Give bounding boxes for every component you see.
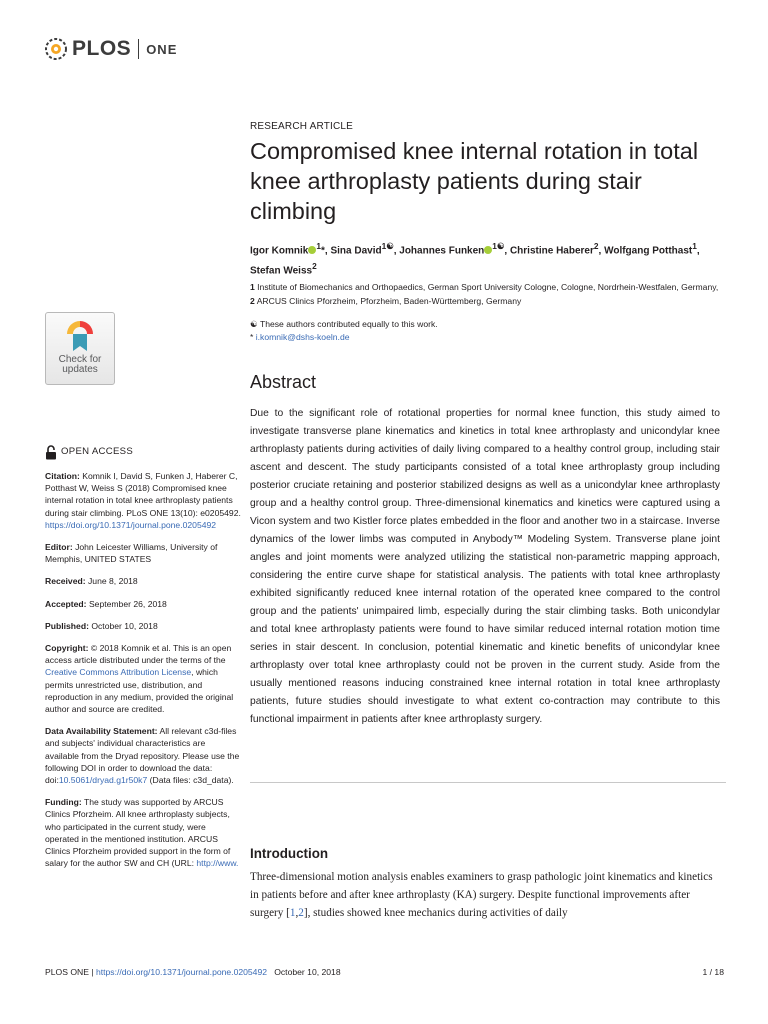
funding-text: The study was supported by ARCUS Clinics Pforzheim. All knee arthroplasty subjects, who participated in the current study, were operated in the mentioned institution. ARCUS Clinics Pforzheim provided support in the form of salary for the author SW and CH (URL:: [45, 797, 231, 869]
section-divider: [250, 782, 726, 783]
received-date: June 8, 2018: [88, 576, 138, 587]
open-lock-icon: [45, 445, 57, 460]
check-for-label: Check for: [58, 354, 102, 365]
open-access-label: OPEN ACCESS: [61, 446, 134, 458]
author-affiliation: 1☯: [381, 241, 394, 251]
data-availability-text-end: (Data files: c3d_data).: [147, 775, 234, 786]
affiliation-number: 2: [250, 296, 255, 306]
published-date: October 10, 2018: [91, 620, 158, 631]
copyright-text: © 2018 Komnik et al. This is an open access article distributed under the terms of the: [45, 643, 232, 666]
funding-label: Funding:: [45, 797, 82, 808]
plos-one-logo[interactable]: [44, 36, 177, 62]
affiliation-text: ARCUS Clinics Pforzheim, Pforzheim, Baden-Württemberg, Germany: [256, 296, 522, 306]
dryad-doi-link[interactable]: 10.5061/dryad.g1r50k7: [58, 775, 148, 786]
corresponding-mark: *: [320, 245, 325, 257]
editor-text: John Leicester Williams, University of Memphis, UNITED STATES: [45, 542, 218, 565]
author-name[interactable]: Johannes Funken: [399, 245, 485, 257]
logo-divider: [138, 39, 139, 59]
introduction-text-end: ], studies showed knee mechanics during activities of daily: [303, 907, 568, 919]
footer-doi-link[interactable]: https://doi.org/10.1371/journal.pone.0205492: [95, 967, 268, 977]
author-affiliation: 2: [312, 260, 317, 271]
citation-text: Komnik I, David S, Funken J, Haberer C, Potthast W, Weiss S (2018) Compromised knee internal rotation in total knee arthroplasty patients during stair climbing. PLoS ONE 13(10): e0205492.: [45, 471, 241, 518]
article-info-sidebar: [45, 445, 241, 879]
citation-doi-link[interactable]: https://doi.org/10.1371/journal.pone.0205492: [45, 519, 217, 530]
accepted-date: September 26, 2018: [88, 598, 167, 609]
citation-block: [45, 470, 241, 531]
reference-link[interactable]: 2: [298, 907, 304, 919]
brand-name: PLOS: [72, 37, 132, 60]
data-availability-text: All relevant c3d-files and subjects' individual characteristics are available from the Dryad repository. Please use the following DOI in order to download the data: doi:: [45, 726, 240, 786]
license-link[interactable]: Creative Commons Attribution License: [45, 667, 192, 678]
copyright-block: [45, 642, 241, 715]
data-availability-block: [45, 725, 241, 786]
accepted-label: Accepted:: [45, 598, 87, 609]
page-footer: [45, 967, 724, 977]
author-name[interactable]: Christine Haberer: [509, 245, 594, 257]
copyright-label: Copyright:: [45, 643, 89, 654]
footer-date: October 10, 2018: [274, 967, 341, 977]
affiliation-text: Institute of Biomechanics and Orthopaedics, German Sport University Cologne, Cologne, Nordrhein-Westfalen, Germany,: [257, 282, 719, 292]
author-affiliation: 1: [692, 241, 697, 251]
author-notes: [250, 318, 720, 343]
corresponding-email-link[interactable]: i.komnik@dshs-koeln.de: [255, 331, 350, 342]
footer-citation: PLOS ONE | https://doi.org/10.1371/journal.pone.0205492 October 10, 2018: [45, 967, 341, 977]
updates-label: updates: [62, 364, 98, 375]
plos-logo-icon: [44, 37, 68, 61]
footer-journal: PLOS ONE: [45, 967, 89, 977]
editor-block: [45, 541, 241, 565]
received-label: Received:: [45, 576, 86, 587]
introduction-heading: Introduction: [250, 846, 329, 861]
open-access-badge: [45, 445, 241, 460]
abstract-heading: Abstract: [250, 372, 317, 392]
data-availability-label: Data Availability Statement:: [45, 726, 158, 737]
published-label: Published:: [45, 620, 89, 631]
reference-link[interactable]: 1: [289, 907, 296, 919]
affiliation-number: 1: [250, 282, 255, 292]
funding-block: [45, 796, 241, 869]
equal-contribution-note: [250, 318, 720, 331]
author-name[interactable]: Sina David: [330, 245, 382, 257]
citation-label: Citation:: [45, 471, 80, 481]
introduction-text: Three-dimensional motion analysis enables examiners to grasp pathologic joint kinematics and kinetics in patients before and after knee arthroplasty (KA) surgery. Despite functional improvements after surgery [1,2], studies showed knee mechanics during activities of daily: [250, 871, 713, 919]
author-affiliation: 2: [593, 241, 599, 251]
author-name[interactable]: Wolfgang Potthast: [604, 245, 693, 257]
check-for-updates-button[interactable]: [45, 312, 115, 385]
abstract-text: Due to the significant role of rotational properties for normal knee function, this study aimed to investigate transverse plane kinematics and kinetics in total knee arthroplasty and unicondylar knee arthroplasty patients during activities of daily living compared to a healthy control group, including stair ascent and descent. The study participants consisted of a total knee arthroplasty group including posterior cruciate retaining and posterior stabilized designs as well as a unicondylar knee arthroplasty group and a healthy control group. Three-dimensional kinematics and kinetics were captured using a Vicon system and two Kistler force plates embedded in the floor and another two in a staircase. Inverse dynamics of the lower limbs was computed in Anybody™ Modeling System. Transverse plane joint angles and joint moments were analyzed utilizing the statistical non-parametric mapping approach, considering the entire curve shape for statistical analysis. The patients with total knee arthroplasty exhibited significantly reduced knee internal rotation of the operated knee compared to the control group and the patients' unimpaired limb, especially during the stair climbing tasks. Both unicondylar and total knee arthroplasty patients were found to have similar reduced internal rotation motion time series in stair descent. In conclusion, potential kinematic and kinetic benefits of unicondylar knee arthroplasty over total knee arthroplasty could not be proven in the current study. Aside from the usually mentioned reasons inducing constrained knee internal rotation in total knee arthroplasty patients, future studies should investigate to what extent co-contraction may contribute to this functional impairment in patients after knee arthroplasty surgery.: [250, 408, 720, 725]
journal-name: ONE: [146, 41, 178, 57]
received-block: [45, 575, 241, 587]
equal-contribution-icon: ☯: [250, 319, 258, 329]
equal-contribution-text: These authors contributed equally to this work.: [259, 319, 438, 329]
page-number: 1 / 18: [702, 967, 724, 977]
corresponding-email-note: [250, 331, 720, 344]
author-affiliation: 1: [316, 241, 321, 251]
introduction-text-start: Three-dimensional motion analysis enables examiners to grasp pathologic joint kinematics and kinetics in patients before and after knee arthroplasty (KA) surgery. Despite functional improvements after surgery [: [250, 871, 713, 919]
author-name[interactable]: Stefan Weiss: [250, 265, 313, 277]
corresponding-asterisk: *: [250, 331, 254, 342]
affiliations: [250, 280, 720, 308]
published-block: [45, 620, 241, 632]
article-title: Compromised knee internal rotation in total knee arthroplasty patients during stair climbing: [250, 138, 699, 224]
author-list: Igor Komnik $^1$*, Sina David$^{1☯}$, Johannes Funken $^{1☯}$, Christine Haberer$^2$, Wolfgang Potthast$^1$, Stefan Weiss$^2$: [250, 241, 700, 277]
funding-url-link[interactable]: http://www.: [196, 858, 239, 869]
accepted-block: [45, 598, 241, 610]
author-name[interactable]: Igor Komnik: [250, 245, 309, 257]
crossmark-icon: [65, 319, 95, 353]
copyright-text-end: , which permits unrestricted use, distribution, and reproduction in any medium, provided the original author and source are credited.: [45, 667, 234, 715]
author-affiliation: 1☯: [492, 241, 505, 251]
editor-label: Editor:: [45, 542, 73, 553]
article-type: RESEARCH ARTICLE: [250, 121, 354, 132]
